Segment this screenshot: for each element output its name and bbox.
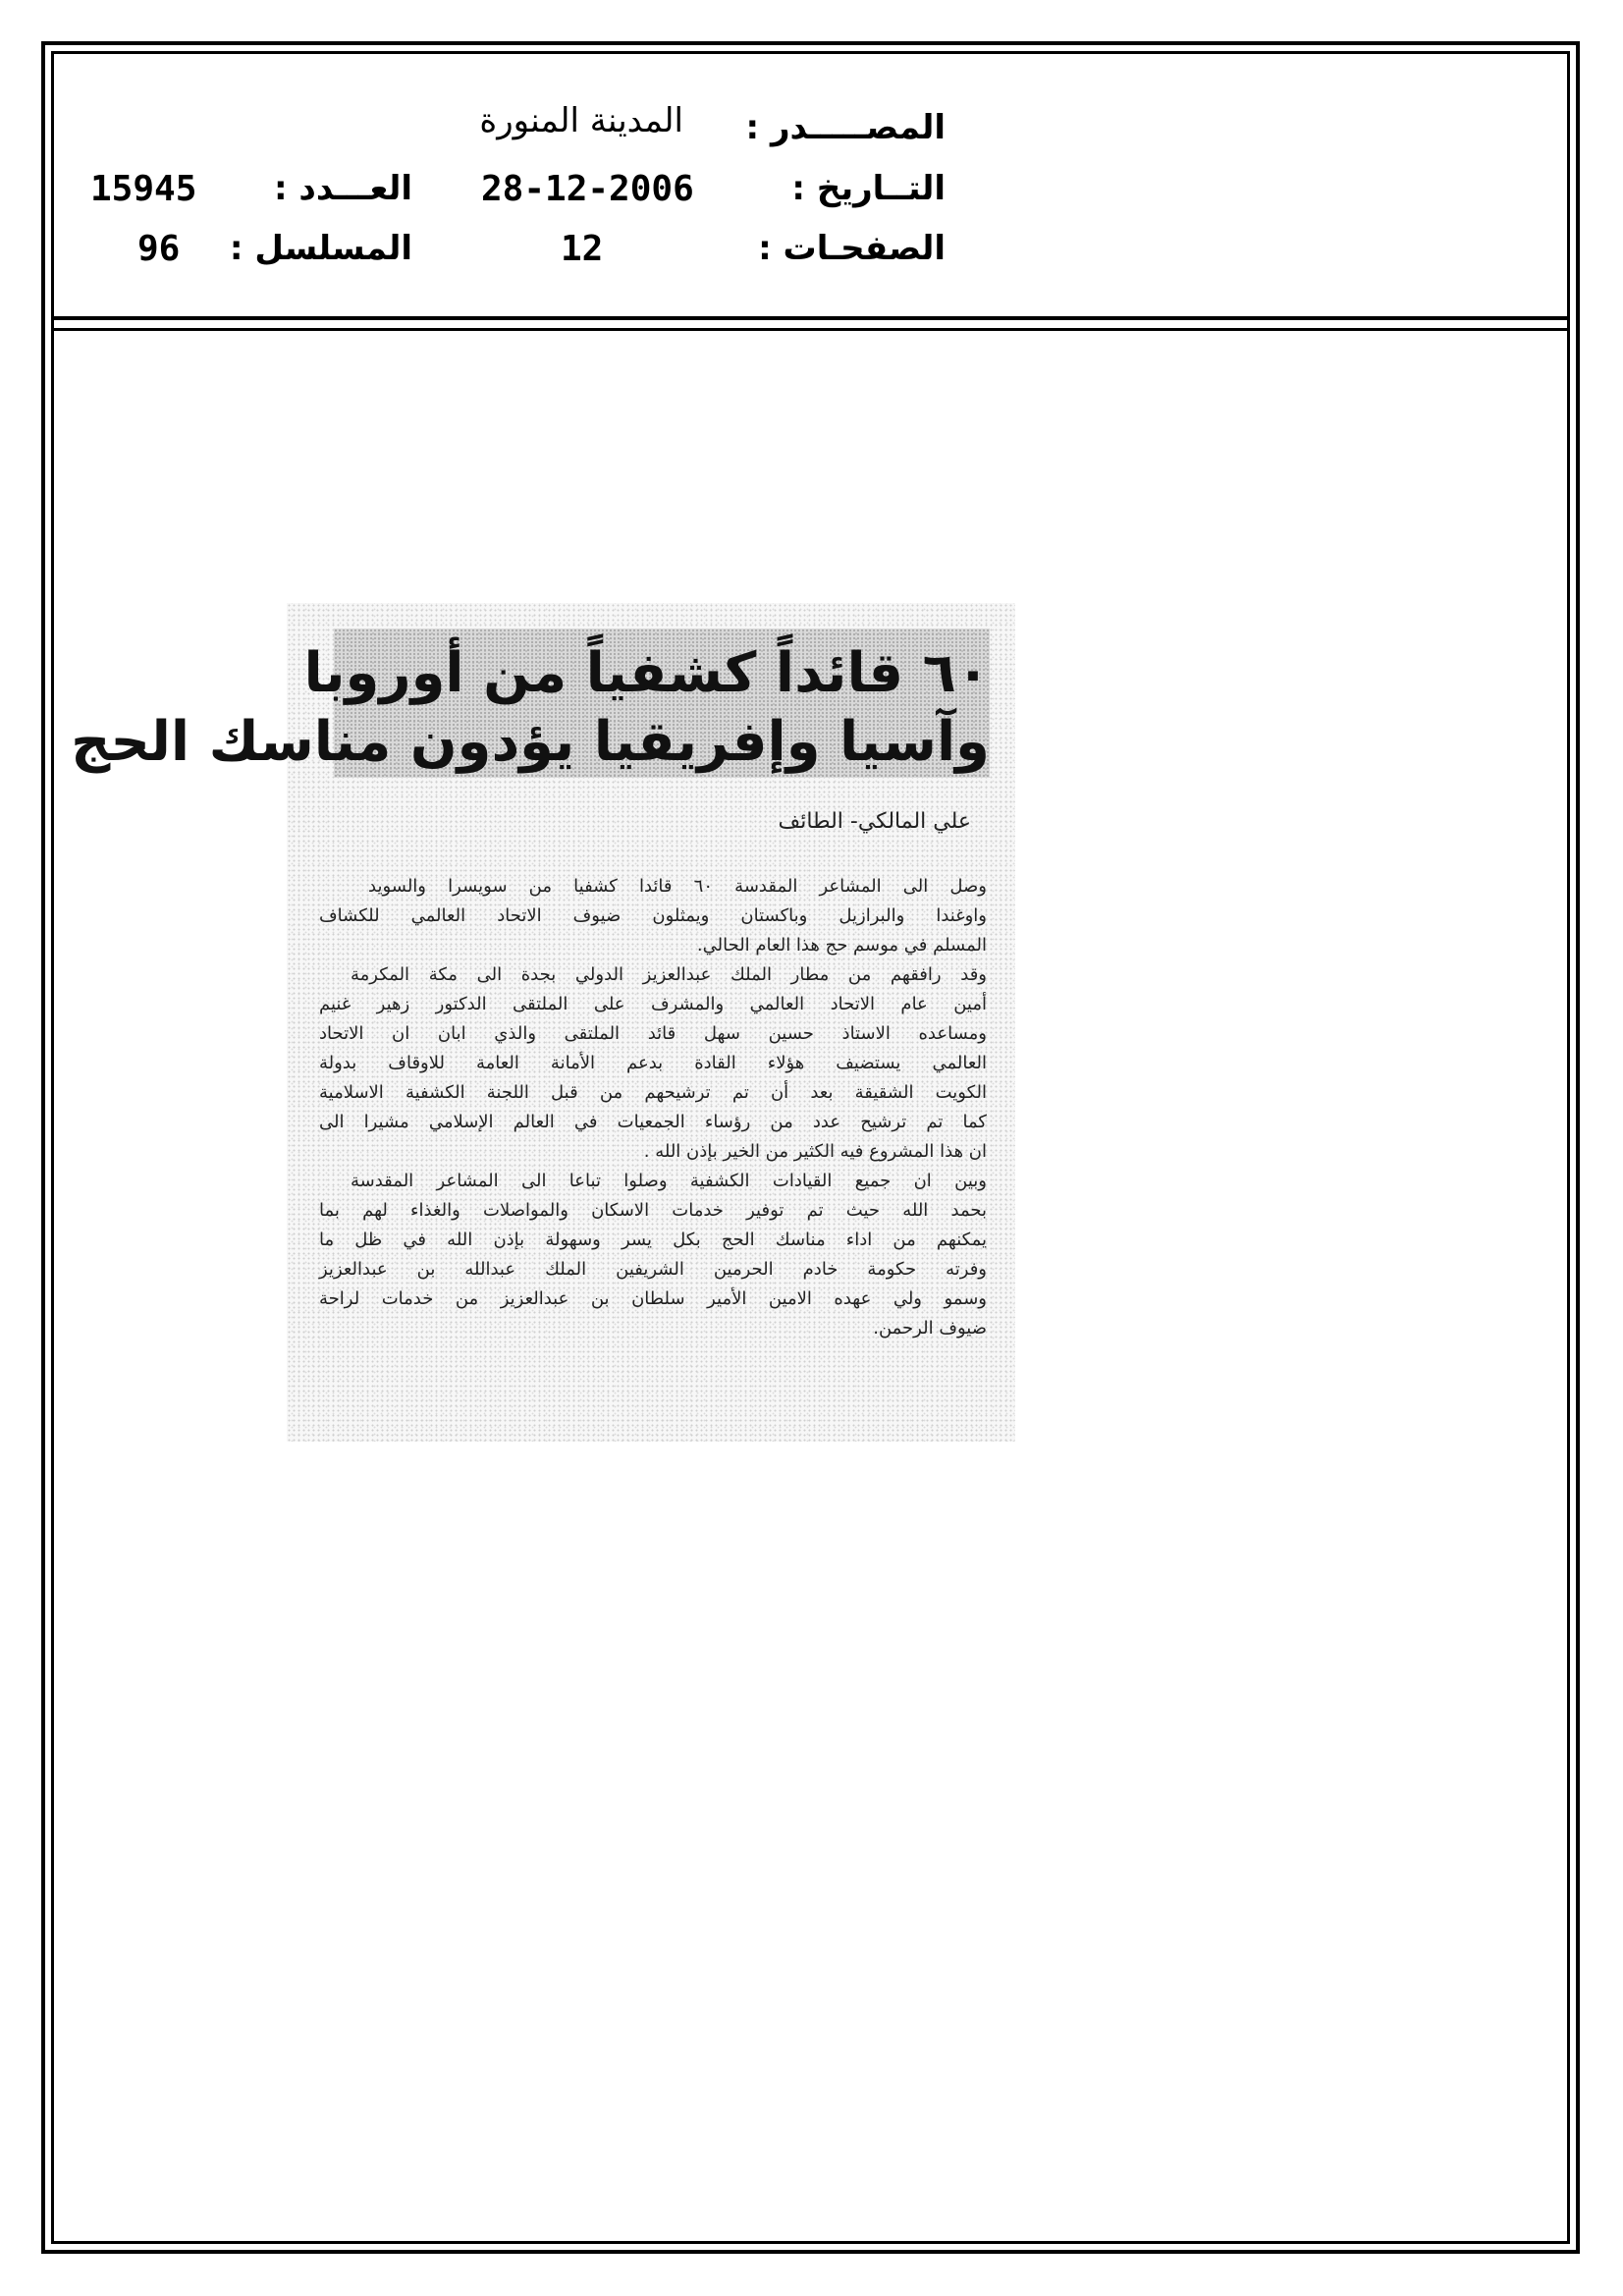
body-line: واوغندا والبرازيل وباكستان ويمثلون ضيوف الاتحاد العالمي للكشاف [319, 905, 987, 926]
body-line: وبين ان جميع القيادات الكشفية وصلوا تباعا الى المشاعر المقدسة [351, 1171, 987, 1191]
source-value: المدينة المنورة [479, 101, 683, 140]
headline-line-1: ٦٠ قائداً كشفياً من أوروبا [303, 641, 990, 705]
issue-label: العـــدد : [274, 169, 412, 208]
body-line: العالمي يستضيف هؤلاء القادة بدعم الأمانة العامة للاوقاف بدولة [319, 1053, 987, 1073]
body-line: وصل الى المشاعر المقدسة ٦٠ قائدا كشفيا من سويسرا والسويد [368, 876, 987, 897]
body-line: بحمد الله حيث تم توفير خدمات الاسكان والمواصلات والغذاء لهم بما [319, 1200, 987, 1221]
byline: علي المالكي- الطائف [778, 809, 971, 834]
date-value: 28-12-2006 [481, 169, 694, 209]
body-line: المسلم في موسم حج هذا العام الحالي. [696, 935, 987, 956]
headline-line-2: وآسيا وإفريقيا يؤدون مناسك الحج [71, 710, 990, 774]
serial-label: المسلسل : [229, 229, 412, 268]
body-line: ان هذا المشروع فيه الكثير من الخير بإذن الله . [643, 1141, 987, 1162]
pages-label: الصفحـات : [758, 229, 946, 268]
body-line: ومساعده الاستاذ حسين سهل قائد الملتقى والذي ابان ان الاتحاد [319, 1023, 987, 1044]
body-line: ضيوف الرحمن. [873, 1318, 987, 1339]
header-divider-secondary [51, 328, 1570, 331]
header-divider [51, 316, 1570, 320]
body-line: وفرته حكومة خادم الحرمين الشريفين الملك عبدالله بن عبدالعزيز [319, 1259, 987, 1280]
pages-value: 12 [561, 229, 604, 269]
serial-value: 96 [137, 229, 181, 269]
date-label: التــاريخ : [791, 169, 946, 208]
issue-value: 15945 [90, 169, 197, 209]
body-line: كما تم ترشيح عدد من رؤساء الجمعيات في العالم الإسلامي مشيرا الى [319, 1112, 987, 1132]
body-line: وقد رافقهم من مطار الملك عبدالعزيز الدولي بجدة الى مكة المكرمة [351, 964, 987, 985]
source-label: المصـــــدر : [745, 108, 946, 147]
body-line: يمكنهم من اداء مناسك الحج بكل يسر وسهولة بإذن الله في ظل ما [319, 1230, 987, 1250]
body-line: أمين عام الاتحاد العالمي والمشرف على الملتقى الدكتور زهير غنيم [319, 994, 987, 1014]
body-line: وسمو ولي عهده الامين الأمير سلطان بن عبدالعزيز من خدمات لراحة [319, 1288, 987, 1309]
body-line: الكويت الشقيقة بعد أن تم ترشيحهم من قبل اللجنة الكشفية الاسلامية [319, 1082, 987, 1103]
